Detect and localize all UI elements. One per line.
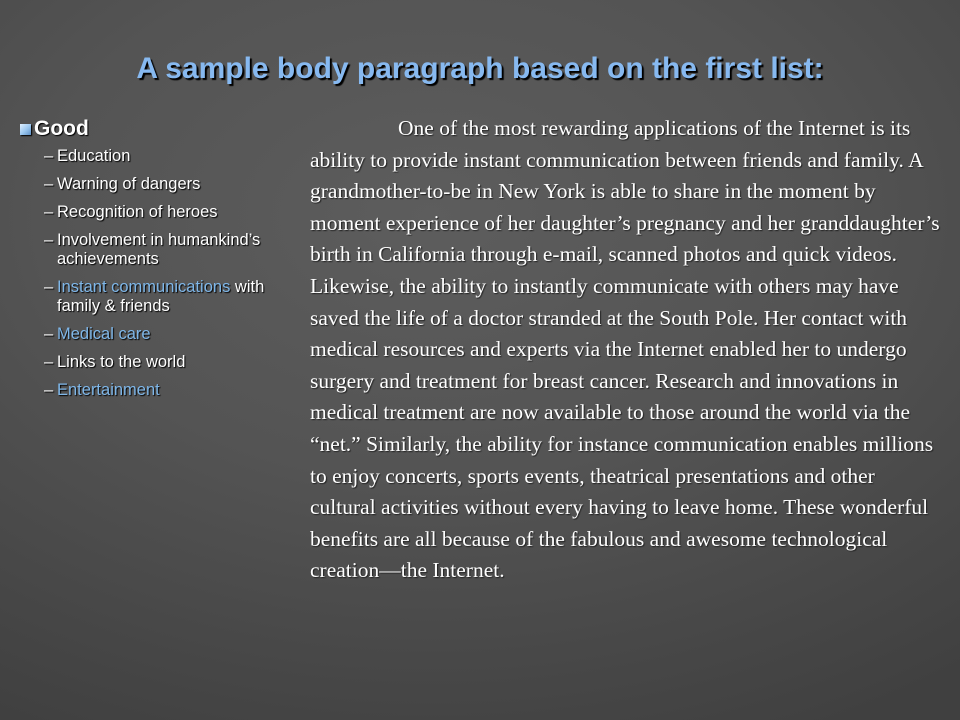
body-paragraph: One of the most rewarding applications of the Internet is its ability to provide instant communication between friends and family. A grandmother-to-be in New York is able to share in the moment by moment experience of her daughter’s pregnancy and her granddaughter’s birth in California through e-mail, scanned photos and quick videos. Likewise, the ability to instantly communicate with others may have saved the life of a doctor stranded at the South Pole. Her contact with medical resources and experts via the Internet enabled her to undergo surgery and treatment for breast cancer. Research and innovations in medical treatment are now available to those around the world via the “net.” Similarly, the ability for instance communication enables millions to enjoy concerts, sports events, theatrical presentations and other cultural activities without every having to leave home. These wonderful benefits are all because of the fabulous and awesome technological creation—the Internet. <box>310 116 940 583</box>
square-bullet-icon <box>20 124 31 135</box>
list-item-label: Links to the world <box>57 353 186 371</box>
list-item-text <box>57 381 288 400</box>
sub-list <box>18 147 288 400</box>
list-item-highlight: Instant communications <box>57 278 231 296</box>
slide-title: A sample body paragraph based on the first list: <box>136 52 824 85</box>
dash-bullet: – <box>44 203 54 221</box>
list-item-text <box>57 175 288 194</box>
list-item <box>18 231 288 269</box>
list-item-highlight: Entertainment <box>57 381 160 399</box>
list-heading <box>18 116 288 142</box>
list-item-label: Recognition of heroes <box>57 203 218 221</box>
list-item-text <box>57 231 288 269</box>
list-item <box>18 325 288 344</box>
list-item-text <box>57 278 288 316</box>
list-item-text <box>57 325 288 344</box>
list-item-text <box>57 353 288 372</box>
dash-bullet: – <box>44 231 54 249</box>
list-item-label: Involvement in humankind’s achievements <box>57 231 261 268</box>
good-list <box>18 116 288 409</box>
list-item <box>18 381 288 400</box>
list-heading-label: Good <box>34 117 89 140</box>
list-item <box>18 353 288 372</box>
list-item <box>18 147 288 166</box>
list-item-highlight: Medical care <box>57 325 151 343</box>
list-item-text <box>57 147 288 166</box>
list-item-label: with family & friends <box>57 278 265 315</box>
dash-bullet: – <box>44 278 54 296</box>
list-item <box>18 203 288 222</box>
list-item-label: Education <box>57 147 131 165</box>
dash-bullet: – <box>44 381 54 399</box>
dash-bullet: – <box>44 175 54 193</box>
list-item-label: Warning of dangers <box>57 175 201 193</box>
dash-bullet: – <box>44 353 54 371</box>
list-item <box>18 175 288 194</box>
dash-bullet: – <box>44 147 54 165</box>
dash-bullet: – <box>44 325 54 343</box>
list-item-text <box>57 203 288 222</box>
list-item <box>18 278 288 316</box>
